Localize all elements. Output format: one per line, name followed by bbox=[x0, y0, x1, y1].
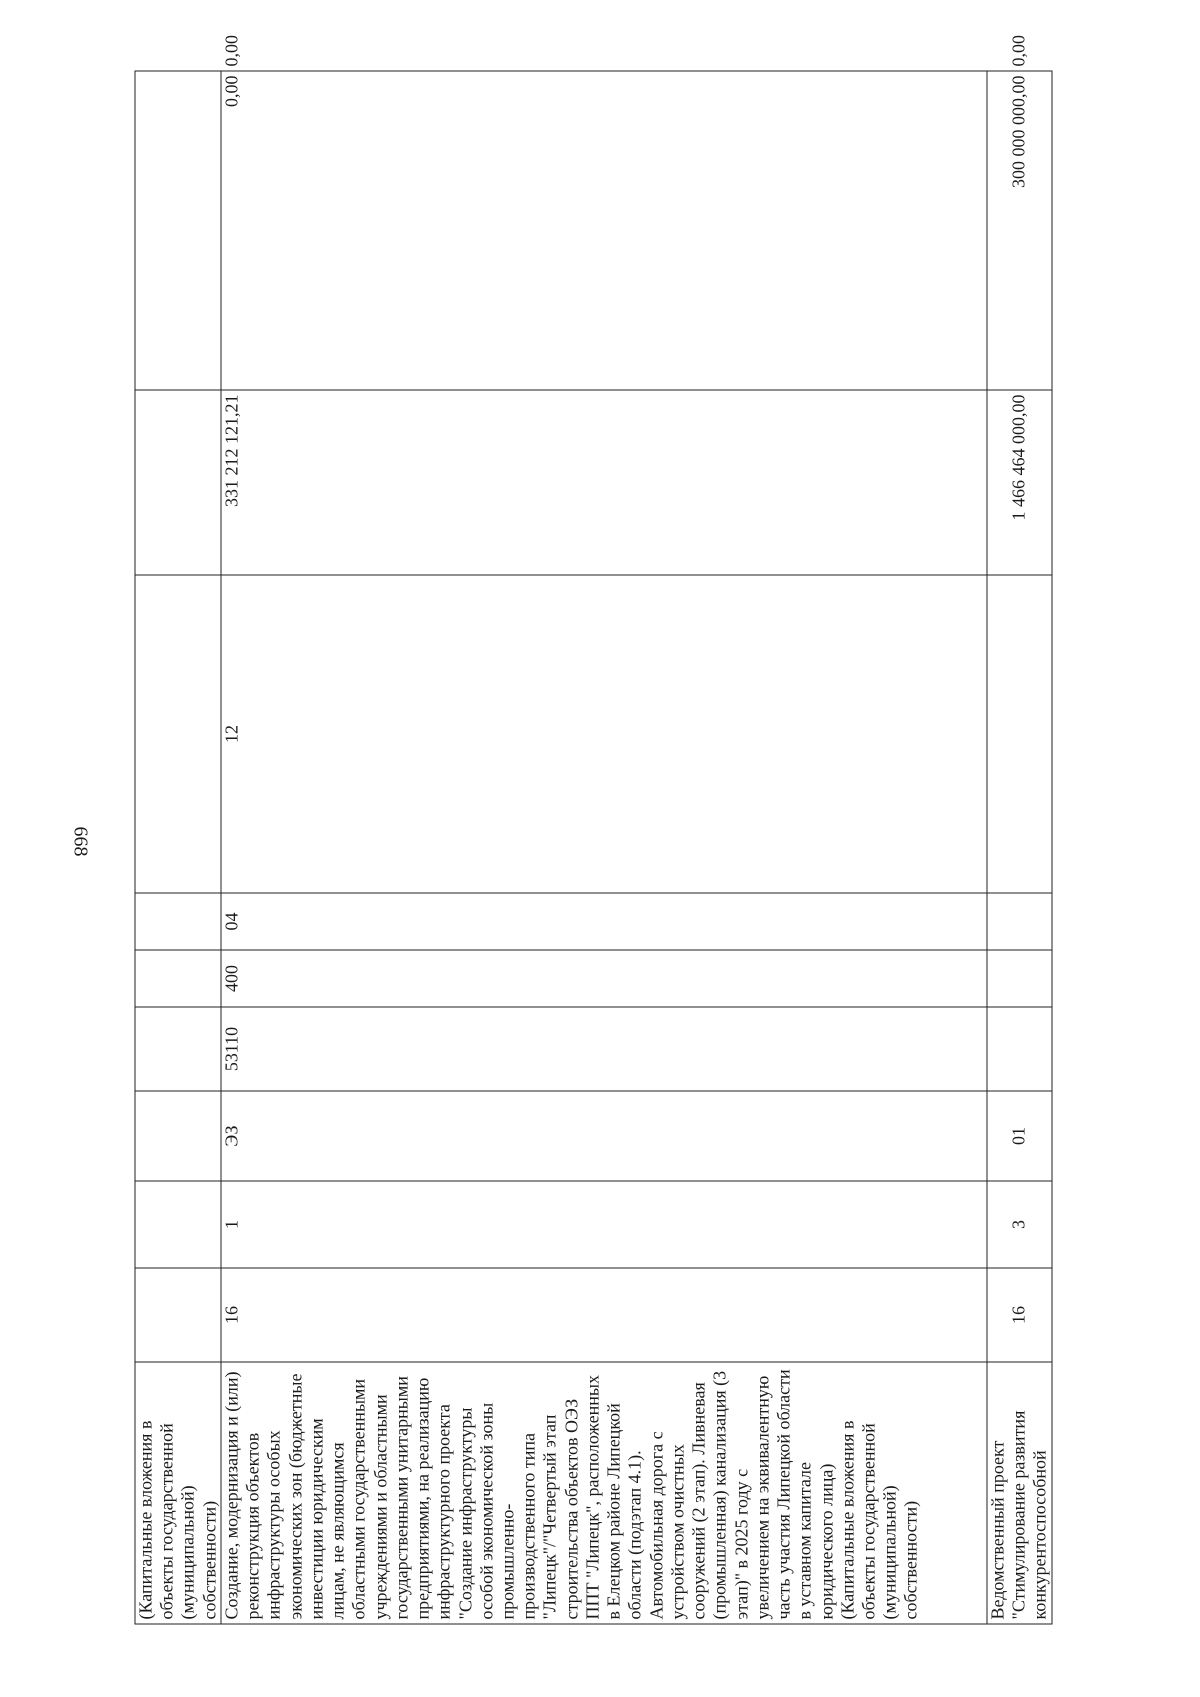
table-row: Ведомственный проект "Стимулирование развития конкурентоспособной 16 3 01 1 466 464 000,00 300 000 000,00 0,00 bbox=[986, 71, 1051, 1624]
code-cell bbox=[135, 1181, 221, 1268]
table-row: Создание, модернизация и (или) реконструкция объектов инфраструктуры особых экономических зон (бюджетные инвестиции юридическим лицам, не являющимся областными государственными учреждениями и областными государственными унитарными предприятиями, на реализацию инфраструктурного проекта "Создание инфраструктуры особой экономической зоны промышленно-производственного типа "Липецк"/"Четвертый этап строительства объектов ОЭЗ ППТ "Липецк", расположенных в Елецком районе Липецкой области (подэтап 4.1). Автомобильная дорога с устройством очистных сооружений (2 этап). Ливневая (промышленная) канализация (3 этап)" в 2025 году с увеличением на эквивалентную часть участия Липецкой области в уставном капитале юридического лица) (Капитальные вложения в объекты государственной (муниципальной) собственности) 16 1 ЭЗ 53110 400 04 12 331 212 121,21 0,00 0,00 bbox=[220, 71, 986, 1624]
code-cell bbox=[986, 893, 1051, 950]
row-name: (Капитальные вложения в объекты государственной (муниципальной) собственности) bbox=[135, 1362, 221, 1624]
code-cell: ЭЗ bbox=[220, 1091, 986, 1181]
code-cell: 12 bbox=[220, 575, 986, 893]
table-row bbox=[135, 71, 221, 1624]
code-cell bbox=[135, 893, 221, 950]
budget-table bbox=[134, 35, 1052, 1625]
code-cell bbox=[986, 950, 1051, 1007]
code-cell: 3 bbox=[986, 1181, 1051, 1268]
code-cell: 16 bbox=[986, 1268, 1051, 1362]
amount-cell: 300 000 000,00 bbox=[986, 71, 1051, 390]
code-cell bbox=[135, 950, 221, 1007]
code-cell bbox=[135, 1091, 221, 1181]
amount-cell bbox=[135, 71, 221, 390]
amount-cell: 1 466 464 000,00 bbox=[986, 390, 1051, 575]
row-name: Создание, модернизация и (или) реконструкция объектов инфраструктуры особых экономических зон (бюджетные инвестиции юридическим лицам, не являющимся областными государственными учреждениями и областными государственными унитарными предприятиями, на реализацию инфраструктурного проекта "Создание инфраструктуры особой экономической зоны промышленно-производственного типа "Липецк"/"Четвертый этап строительства объектов ОЭЗ ППТ "Липецк", расположенных в Елецком районе Липецкой области (подэтап 4.1). Автомобильная дорога с устройством очистных сооружений (2 этап). Ливневая (промышленная) канализация (3 этап)" в 2025 году с увеличением на эквивалентную часть участия Липецкой области в уставном капитале юридического лица) (Капитальные вложения в объекты государственной (муниципальной) собственности) bbox=[220, 1362, 986, 1624]
amount-cell: 331 212 121,21 bbox=[220, 390, 986, 575]
amount-cell bbox=[135, 390, 221, 575]
amount-cell bbox=[135, 575, 221, 893]
code-cell: 1 bbox=[220, 1181, 986, 1268]
code-cell: 16 bbox=[220, 1268, 986, 1362]
code-cell: 01 bbox=[986, 1091, 1051, 1181]
rotated-table-container bbox=[134, 35, 1074, 1625]
code-cell bbox=[986, 575, 1051, 893]
amount-cell: 0,00 bbox=[220, 71, 986, 390]
code-cell: 53110 bbox=[220, 1007, 986, 1091]
page-number: 668 bbox=[69, 826, 92, 857]
code-cell: 400 bbox=[220, 950, 986, 1007]
code-cell bbox=[135, 1268, 221, 1362]
code-cell bbox=[135, 1007, 221, 1091]
row-name: Ведомственный проект "Стимулирование развития конкурентоспособной bbox=[986, 1362, 1051, 1624]
code-cell: 04 bbox=[220, 893, 986, 950]
code-cell bbox=[986, 1007, 1051, 1091]
